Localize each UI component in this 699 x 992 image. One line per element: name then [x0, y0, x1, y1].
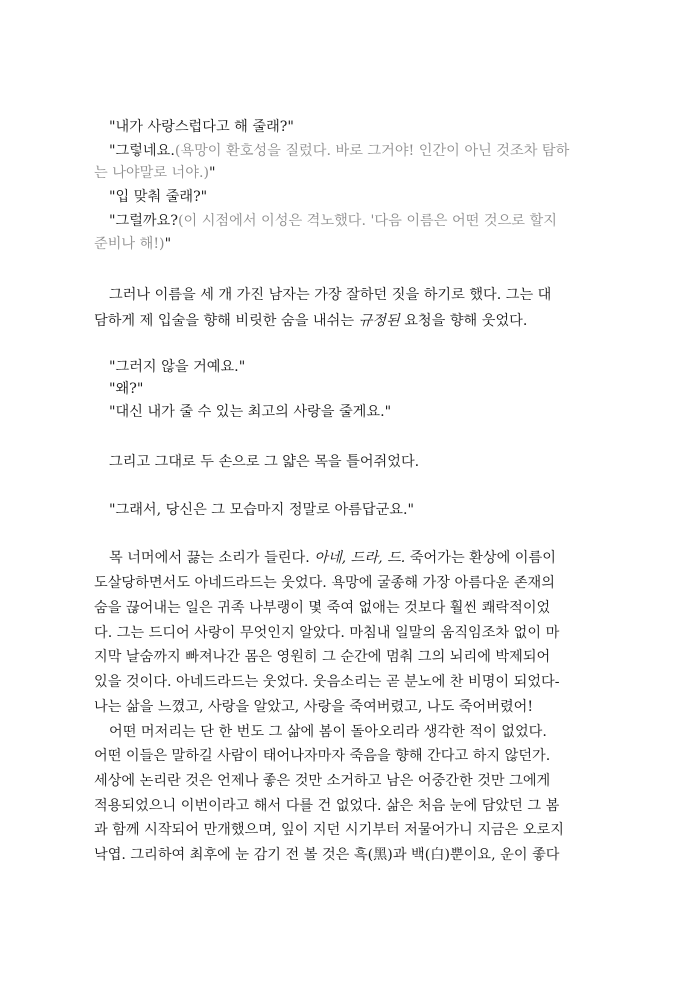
dialogue-line [109, 186, 606, 208]
paragraph-text: 어떤 머저리는 단 한 번도 그 삶에 봄이 돌아오리라 생각한 적이 없었다. [109, 724, 547, 740]
paragraph-line [94, 622, 606, 644]
dialogue-text: "왜?" [109, 381, 144, 397]
dialogue-text: "그러지 않을 거예요." [109, 359, 246, 375]
paragraph-text: 죽어가는 환상에 이름이 [405, 550, 556, 566]
dialogue-line [109, 140, 606, 162]
paragraph-line [109, 547, 606, 569]
paragraph-line [94, 671, 606, 693]
paragraph-line [109, 284, 606, 306]
paragraph-line [94, 844, 606, 866]
dialogue-text: "내가 사랑스럽다고 해 줄래?" [109, 119, 294, 135]
dialogue-text: "그래서, 당신은 그 모습마지 정말로 아름답군요." [109, 502, 415, 518]
dialogue-line [94, 162, 606, 184]
dialogue-text: "입 맞춰 줄래?" [109, 189, 208, 205]
paragraph-text: 다. 그는 드디어 사랑이 무엇인지 알았다. 마침내 일말의 움직임조차 없이 마 [94, 625, 560, 641]
paragraph-line [94, 646, 606, 668]
paragraph-line [94, 795, 606, 817]
paragraph-text: 숨을 끊어내는 일은 귀족 나부랭이 몇 죽여 없애는 것보다 훨씬 쾌락적이었 [94, 600, 551, 616]
dialogue-line [109, 356, 606, 378]
dialogue-line [109, 116, 606, 138]
paragraph-text: 세상에 논리란 것은 언제나 좋은 것만 소거하고 남은 어중간한 것만 그에게 [94, 773, 551, 789]
emphasis-text: 규정된 [358, 313, 400, 329]
dialogue-text: "그렇네요. [109, 143, 175, 159]
dialogue-text: "그럴까요? [109, 213, 178, 229]
paragraph-text: 요청을 향해 웃었다. [399, 313, 528, 329]
paragraph-text: 목 너머에서 끓는 소리가 들린다. [109, 550, 315, 566]
paragraph-line [109, 721, 606, 743]
paragraph-line [94, 745, 606, 767]
paragraph-text: 지막 날숨까지 빠져나간 몸은 영원히 그 순간에 멈춰 그의 뇌리에 박제되어 [94, 649, 551, 665]
paragraph-text: 낙엽. 그리하여 최후에 눈 감기 전 볼 것은 흑(黑)과 백(白)뿐이요, 운이 좋다 [94, 847, 560, 863]
paragraph-text: 담하게 제 입술을 향해 비릿한 숨을 내쉬는 [94, 313, 359, 329]
dialogue-line [109, 210, 606, 232]
paragraph-line [94, 572, 606, 594]
dialogue-line [109, 401, 606, 423]
dialogue-text: " [164, 236, 172, 252]
paragraph-text: 과 함께 시작되어 만개했으며, 잎이 지던 시기부터 저물어가니 지금은 오로지 [94, 822, 564, 838]
paragraph-line [94, 696, 606, 718]
emphasis-text: 아네, 드라, 드. [314, 550, 406, 566]
aside-text: 는 나야말로 너야.) [94, 165, 210, 181]
dialogue-text: "대신 내가 줄 수 있는 최고의 사랑을 줄게요." [109, 404, 392, 420]
paragraph-text: 그리고 그대로 두 손으로 그 얇은 목을 틀어쥐었다. [109, 454, 420, 470]
paragraph-text: 있을 것이다. 아네드라드는 웃었다. 웃음소리는 곧 분노에 찬 비명이 되었다- [94, 674, 560, 690]
paragraph-line [94, 819, 606, 841]
dialogue-line [94, 233, 606, 255]
paragraph-line [94, 310, 606, 332]
dialogue-text: " [209, 165, 216, 181]
dialogue-line [109, 378, 606, 400]
paragraph-line [94, 597, 606, 619]
aside-text: 준비나 해!) [94, 236, 165, 252]
paragraph-text: 도살당하면서도 아네드라드는 웃었다. 욕망에 굴종해 가장 아름다운 존재의 [94, 575, 555, 591]
aside-text: (이 시점에서 이성은 격노했다. '다음 이름은 어떤 것으로 할지 [177, 213, 557, 229]
dialogue-line [109, 499, 606, 521]
paragraph-line [109, 451, 606, 473]
paragraph-text: 나는 삶을 느꼈고, 사랑을 알았고, 사랑을 죽여버렸고, 나도 죽어버렸어! [94, 699, 534, 715]
aside-text: (욕망이 환호성을 질렀다. 바로 그거야! 인간이 아닌 것조차 탐하 [174, 143, 570, 159]
paragraph-text: 그러나 이름을 세 개 가진 남자는 가장 잘하던 짓을 하기로 했다. 그는 대 [109, 287, 552, 303]
paragraph-text: 적용되었으니 이번이라고 해서 다를 건 없었다. 삶은 처음 눈에 담았던 그 봄 [94, 798, 560, 814]
paragraph-text: 어떤 이들은 말하길 사람이 태어나자마자 죽음을 향해 간다고 하지 않던가. [94, 748, 551, 764]
paragraph-line [94, 770, 606, 792]
